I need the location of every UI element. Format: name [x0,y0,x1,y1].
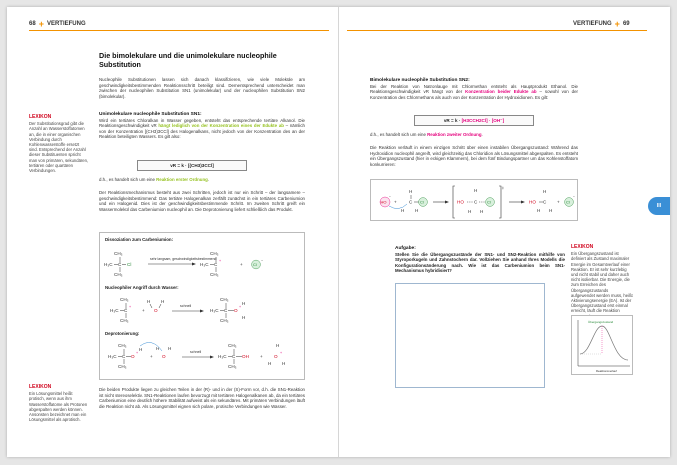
svg-text:−: − [573,195,575,199]
svg-text:H: H [474,188,478,193]
svg-text:HO: HO [529,199,536,205]
mechanism-paragraph: Der Reaktionsmechanismus besteht aus zwei Schritten, jedoch ist nur ein Schritt – der langsamere – geschwindigkeitsbestimmend: Das tertiäre Halogenalkan zerfällt zunächst in ein tertiäres Carbeniumion und ein Halogenid. Dies ist der geschwindigkeitsbestimmende Schritt. Im zweiten Schritt greift ein Wassermolekül das Carbeniumion nucleophil an. Die Deprotonierung liefert schließlich das Produkt. [99,190,305,212]
intro-paragraph: Nucleophile Substitutionen lassen sich danach klassifizieren, wie viele Moleküle am geschwindigkeitsbestimmenden Reaktionsschritt beteiligt sind. Dementsprechend unterscheidet man zwischen der nucleophilen Substitution SN1 (unimolekular) und der nucleophilen Substitution SN2 (bimolekular). [99,77,305,99]
svg-text:Cl: Cl [420,199,424,205]
svg-text:H: H [415,208,419,213]
svg-text:‡: ‡ [502,186,504,190]
lexicon-text: Ein Übergangszustand ist definiert als Zustand maximaler Energie im Gesamtverlauf einer Reaktion. Er ist sehr kurzlebig und nicht stabil und daher auch nicht isolierbar. Die Energie, die zum Erreichen des Übergangszustands aufgewendet werden muss, heißt Aktivierungsenergie (EA). Ist der Übergangszustand erst einmal erreicht, läuft die Reaktion [571,251,633,314]
svg-text:H₃C: H₃C [210,308,219,313]
sn2-drawing [371,180,579,222]
mechanism-drawing [100,233,306,381]
svg-text:−: − [389,195,391,199]
svg-text:H: H [156,346,160,351]
svg-text:CH₃: CH₃ [114,272,123,277]
sn1-text-highlight: hängt lediglich von der Konzentration eines der Edukte ab [158,123,284,129]
lexicon-title: LEXIKON [29,384,52,390]
step2-label: Nucleophiler Angriff durch Wasser: [105,285,179,290]
svg-text:C: C [543,199,547,205]
axis-label: Reaktionsverlauf [596,369,617,373]
svg-text:−: − [261,259,264,263]
svg-text:H₃C: H₃C [200,262,209,267]
svg-text:+: + [239,305,242,309]
svg-text:H: H [161,299,165,304]
svg-text:H: H [242,315,246,320]
svg-text:CH₃: CH₃ [120,318,129,323]
sn2-order-line [370,132,578,138]
chapter-tab[interactable]: III [648,197,670,215]
lexicon-substitution [29,115,89,173]
sn1-mechanism-figure [99,232,305,380]
page-title: Die bimolekulare und die unimolekulare nucleophile Substitution [99,51,277,69]
right-header-rule [347,30,647,31]
svg-text:H: H [537,208,541,213]
svg-text:+: + [129,305,132,309]
svg-text:C: C [122,354,126,359]
sn2-text-b: – sowohl von der Konzentration des Chlormethans als auch von der Konzentration der Hydroxidionen. Es gilt: [370,89,578,100]
svg-text:H: H [409,189,413,194]
svg-text:HO: HO [457,199,464,205]
step3-label: Deprotonierung: [105,331,140,336]
left-section-label: VERTIEFUNG [46,21,86,27]
svg-text:C: C [118,262,122,267]
step2-arrow-text: schnell [180,304,192,308]
svg-text:H₃C: H₃C [104,262,113,267]
right-page [339,7,670,457]
svg-text:Cl: Cl [253,262,257,267]
lexicon-text: Ein Lösungsmittel heißt protisch, wenn aus ihm Wasserstoffatome als Protonen abgespalten werden können. Ansonsten bezeichnet man ein Lösungsmittel als aprotisch. [29,391,88,423]
sn2-paragraph [370,77,578,100]
svg-text:Cl: Cl [566,199,570,205]
svg-text:CH₃: CH₃ [228,364,237,369]
svg-text:O: O [274,354,278,359]
sn1-order-highlight: Reaktion erster Ordnung [156,177,208,182]
svg-text:+: + [240,262,243,267]
plus-icon: + [38,19,44,29]
peak-label: Übergangszustand [588,320,614,324]
sn2-mechanism-paragraph: Die Reaktion verläuft in einem einzigen Schritt über einen instabilen Übergangszustand: Während das Hydroxidion nucleophil angreift, wird gleichzeitig das Chloridion als Lösungsmittel abgespalten. Es entsteht ein Übergangszustand (hier in eckigen Klammern), bei dem fünf Bindungspartner um das Kohlenstoffatom konkurrieren: [370,145,578,167]
energy-curve [572,316,634,376]
sn2-order-end: . [481,132,483,137]
svg-text:H: H [468,209,472,214]
svg-text:+: + [136,351,139,355]
sn2-equation-text: vR = k · [443,118,462,123]
svg-text:O: O [154,308,158,313]
svg-text:H₃C: H₃C [108,354,117,359]
svg-text:H₃C: H₃C [110,308,119,313]
lexicon-title: LEXIKON [29,114,52,120]
step1-arrow-text: sehr langsam, geschwindigkeitsbestimmend [150,257,217,261]
right-page-number: 69 [622,21,630,27]
left-page [7,7,338,457]
svg-text:Cl: Cl [487,199,491,205]
sn1-text-a: Wird ein tertiäres Chloralkan in Wasser gegeben, entsteht das entsprechende tertiäre Alkanol. Die Reaktionsgeschwindigkeit vR [99,117,305,129]
svg-text:CH₃: CH₃ [228,343,237,348]
book-spread [7,7,670,457]
svg-text:O: O [131,354,135,359]
svg-text:C: C [224,308,228,313]
svg-text:+: + [260,354,263,359]
sn1-order-line [99,177,305,183]
svg-text:OH: OH [242,354,249,359]
sn2-equation-highlight: [H3CCH2Cl] · [OH⁻] [461,118,505,123]
svg-text:H: H [147,299,151,304]
svg-text:CH₃: CH₃ [220,297,229,302]
task-block [395,245,565,274]
svg-text:+: + [394,199,397,205]
step1-label: Dissoziation zum Carbeniumion: [105,237,174,242]
svg-text:H₃C: H₃C [218,354,227,359]
svg-text:H: H [139,347,143,352]
svg-text:CH₃: CH₃ [210,272,219,277]
svg-text:CH₃: CH₃ [118,364,127,369]
svg-text:+: + [219,259,222,263]
sn2-order-text: d.h., es handelt sich um eine [370,132,428,137]
svg-text:H: H [276,343,280,348]
sn2-text-highlight: Konzentration beider Edukte ab [465,89,537,95]
svg-text:H: H [282,361,286,366]
svg-text:C: C [214,262,218,267]
svg-text:Cl: Cl [127,262,132,267]
sn1-paragraph [99,111,305,140]
svg-text:C: C [124,308,128,313]
sn1-text-b: – nämlich von der Konzentration [(CH3)3CCl] des Halogenalkans, nicht jedoch von der Konzentration des an der Reaktion beteiligten Wassers. Es gilt also: [99,123,305,140]
svg-text:C: C [409,199,413,205]
svg-text:CH₃: CH₃ [210,251,219,256]
energy-diagram [571,315,633,375]
svg-text:H: H [401,208,405,213]
svg-text:O: O [162,354,166,359]
svg-text:H: H [543,189,547,194]
svg-text:H: H [549,208,553,213]
svg-text:+: + [142,308,145,313]
svg-text:CH₃: CH₃ [120,297,129,302]
svg-text:CH₃: CH₃ [114,251,123,256]
svg-text:HO: HO [380,199,387,205]
sn2-heading: Bimolekulare nucleophile Substitution SN2: [370,78,470,83]
step1-reactant [104,251,131,277]
left-page-number: 68 [29,21,36,27]
closing-paragraph: Die beiden Produkte liegen zu gleichen Teilen in der (R)- und in der (S)-Form vor, d.h. die SN1-Reaktion ist nicht stereoselektiv. SN1-Reaktionen laufen bevorzugt mit tertiären Halogenalkanen ab, da ein tertiäres Carbeniumion eine deutlich höhere Stabilität aufweist als ein sekundäres. Mit primären Verbindungen läuft die Reaktion nicht ab. Als Lösungsmittel eignen sich polare, protische Verbindungen wie Wasser. [99,387,305,409]
right-page-header [573,19,630,29]
svg-text:C: C [474,199,478,205]
lexicon-protic [29,385,89,422]
task-text: Stellen Sie die Übergangszustände der SN1- und SN2-Reaktion mithilfe von Styroporkugeln und Zahnstochern dar. Vollziehen Sie anhand Ihres Modells die Konfigurationsänderung nach. Wie ist das Carbeniumion beim SN1-Mechanismus hybridisiert? [395,251,565,274]
left-page-header [29,19,86,29]
sn1-order-text: d.h., es handelt sich um eine [99,177,157,182]
sn2-rate-equation [414,115,534,126]
lexicon-transition-state [571,245,633,319]
lexicon-text: Der Substitutionsgrad gibt die Anzahl an Wasserstoffatomen an, die in einer organischen Verbindung durch Kohlenwasserstoffe ersetzt sind. Entsprechend der Anzahl dieser Substituenten spricht man von primären, sekundären, tertiären oder quartären Verbindungen. [29,121,89,174]
step3-arrow-text: schnell [190,350,202,354]
svg-text:+: + [280,351,283,355]
sn1-heading: Unimolekulare nucleophile Substitution SN1: [99,112,202,117]
svg-text:CH₃: CH₃ [220,318,229,323]
svg-text:+: + [150,354,153,359]
answer-box[interactable] [395,283,545,388]
sn2-mechanism-figure [370,179,578,221]
plus-icon: + [614,19,620,29]
task-title: Aufgabe: [395,246,416,251]
svg-text:O: O [234,308,238,313]
sn1-rate-equation: vR = k · [(CH3)3CCl] [137,160,247,171]
sn2-text-a: Bei der Reaktion von Natronlauge mit Chlormethan entsteht als Hauptprodukt Ethanol. Die Reaktionsgeschwindigkeit vR hängt von der [370,83,578,95]
lexicon-title: LEXIKON [571,244,594,250]
svg-text:C: C [232,354,236,359]
svg-text:H: H [168,346,172,351]
sn2-order-highlight: Reaktion zweiter Ordnung [427,132,482,137]
right-section-label: VERTIEFUNG [573,21,612,27]
svg-text:H: H [268,361,272,366]
left-header-rule [29,30,329,31]
svg-text:+: + [557,199,560,205]
sn1-order-end: . [207,177,210,182]
svg-text:H: H [480,209,484,214]
svg-text:CH₃: CH₃ [118,343,127,348]
svg-text:H: H [242,301,246,306]
